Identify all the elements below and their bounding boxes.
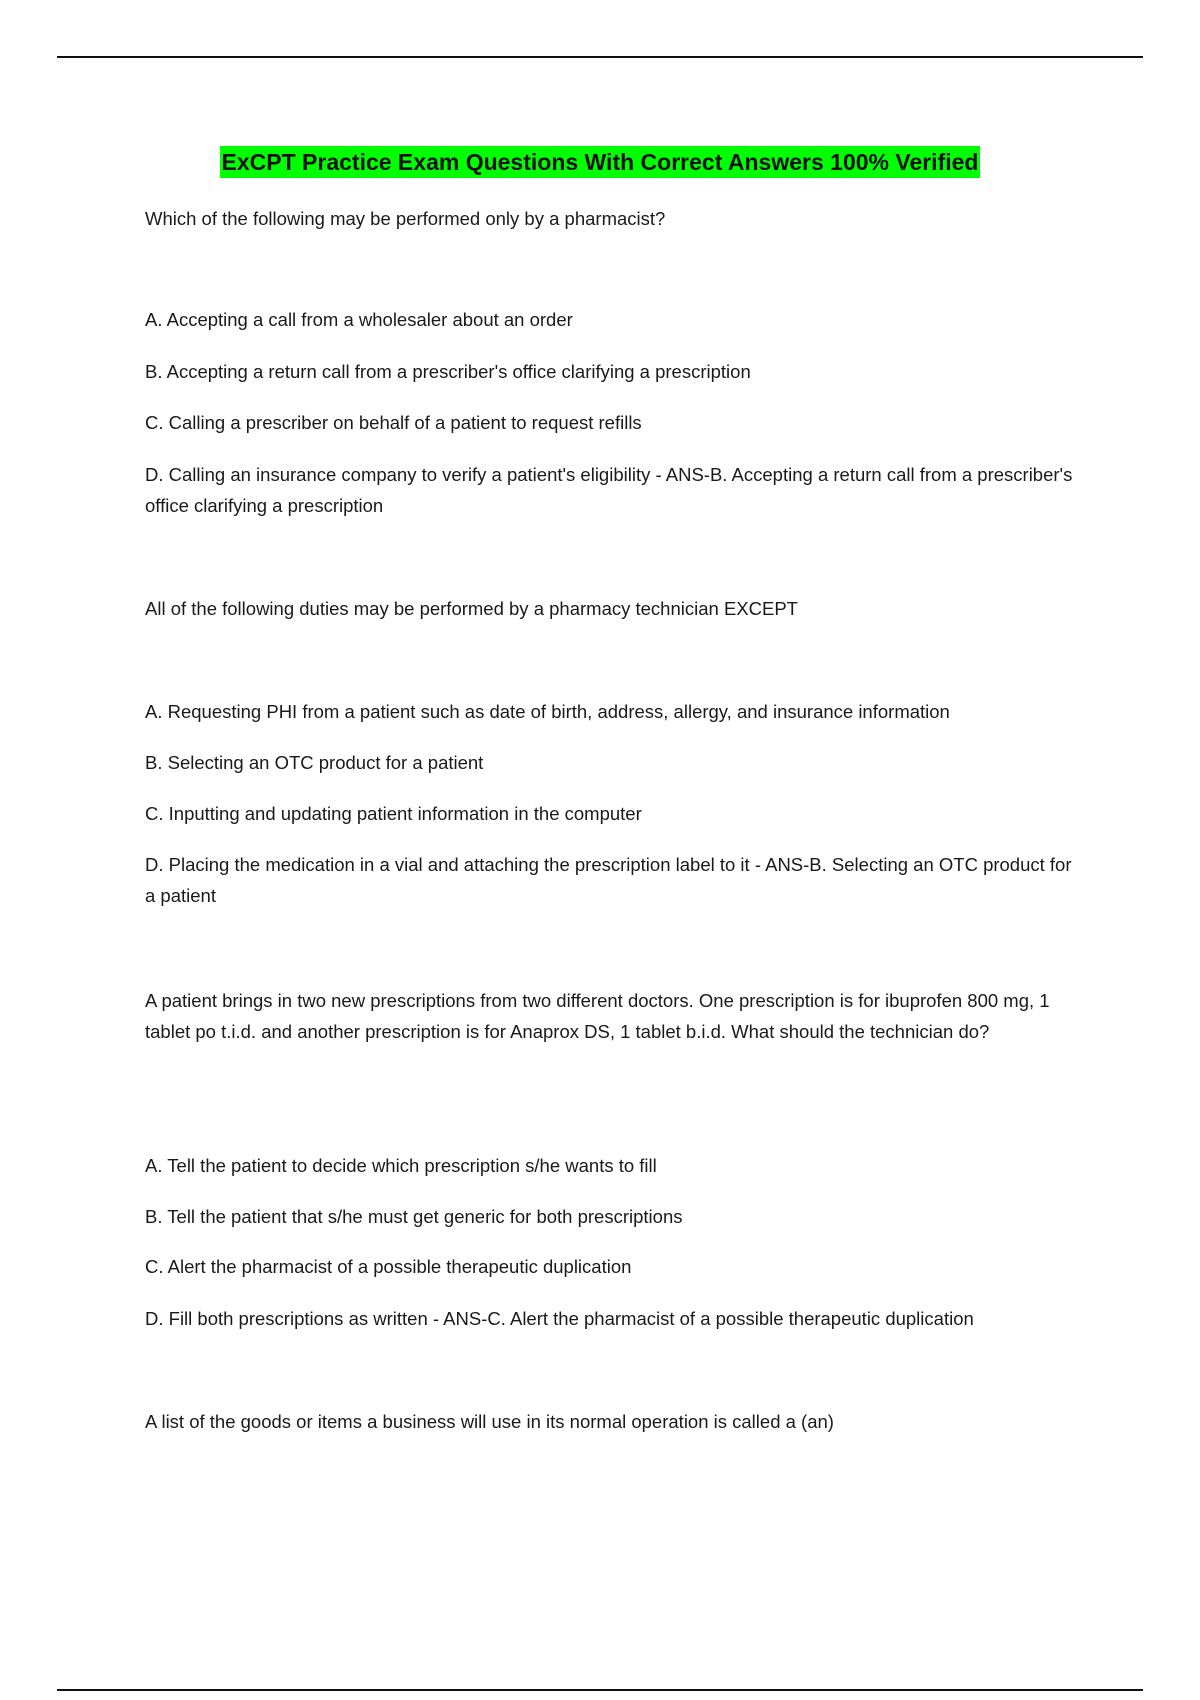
question-4-text: A list of the goods or items a business will use in its normal operation is called a (an): [145, 1411, 834, 1432]
question-3-option-d-answer: D. Fill both prescriptions as written - ANS-C. Alert the pharmacist of a possible therapeutic duplication: [145, 1308, 974, 1329]
question-2-option-b: B. Selecting an OTC product for a patient: [145, 752, 484, 773]
header-rule: [57, 56, 1143, 58]
document-title: ExCPT Practice Exam Questions With Correct Answers 100% Verified: [220, 146, 981, 178]
question-1-option-b: B. Accepting a return call from a prescriber's office clarifying a prescription: [145, 361, 751, 382]
question-3-option-a: A. Tell the patient to decide which prescription s/he wants to fill: [145, 1155, 657, 1176]
question-1-option-c: C. Calling a prescriber on behalf of a patient to request refills: [145, 412, 642, 433]
question-2-option-a: A. Requesting PHI from a patient such as date of birth, address, allergy, and insurance information: [145, 701, 950, 722]
question-3-option-c: C. Alert the pharmacist of a possible therapeutic duplication: [145, 1256, 632, 1277]
question-2-option-d-answer: D. Placing the medication in a vial and attaching the prescription label to it - ANS-B. Selecting an OTC product for a patient: [145, 854, 1072, 906]
question-1-option-a: A. Accepting a call from a wholesaler about an order: [145, 309, 573, 330]
title-container: [0, 146, 1200, 178]
question-2-text: All of the following duties may be performed by a pharmacy technician EXCEPT: [145, 598, 798, 619]
footer-rule: [57, 1689, 1143, 1691]
question-3-text: A patient brings in two new prescriptions from two different doctors. One prescription is for ibuprofen 800 mg, 1 tablet po t.i.d. and another prescription is for Anaprox DS, 1 tablet b.i.d. What should the technician do?: [145, 990, 1050, 1042]
question-1-option-d-answer: D. Calling an insurance company to verify a patient's eligibility - ANS-B. Accepting a return call from a prescriber's office clarifying a prescription: [145, 464, 1073, 516]
question-3-option-b: B. Tell the patient that s/he must get generic for both prescriptions: [145, 1206, 683, 1227]
question-1-text: Which of the following may be performed only by a pharmacist?: [145, 208, 666, 229]
question-2-option-c: C. Inputting and updating patient information in the computer: [145, 803, 642, 824]
